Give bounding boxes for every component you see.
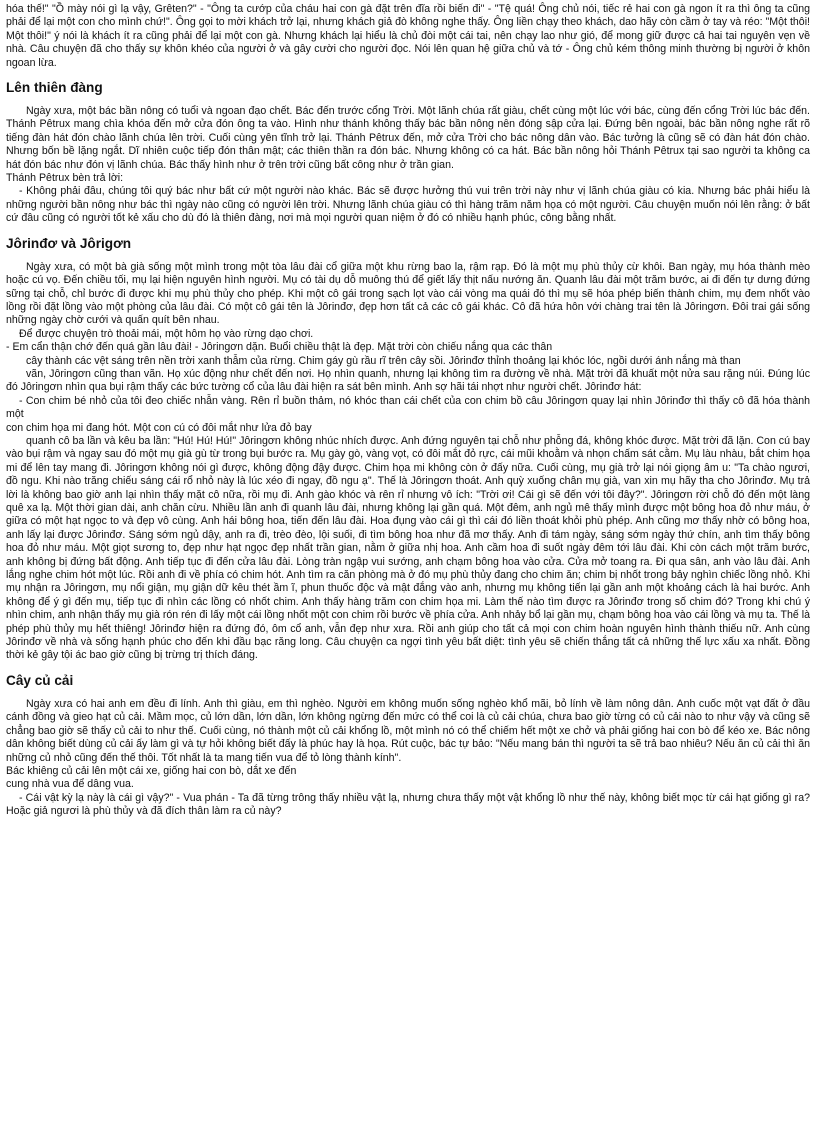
paragraph: - Cái vật kỳ lạ này là cái gì vậy?" - Vua phán - Ta đã từng trông thấy nhiều vật lạ, nhưng chưa thấy một vật khổng lồ như thế này, không biết mọc từ cái hạt giống gì ra? Hoặc giả ngươi là phù thủy và đã đích thân làm ra củ này? bbox=[6, 791, 810, 818]
paragraph: - Không phải đâu, chúng tôi quý bác như bất cứ một người nào khác. Bác sẽ được hưởng thú vui trên trời này như vị lãnh chúa giàu có kia. Nhưng bác phải hiểu là những người bần nông như bác thì ngày nào cũng có người lên trời. Nhưng lãnh chúa giàu có thì hàng trăm năm họa có một người. Câu chuyện muốn nói lên rằng: ở bất cứ đâu cũng có người tốt kẻ xấu cho dù đó là thiên đàng, nơi mà mọi người quan niệm ở đó có nhiều hạnh phúc, công bằng nhất. bbox=[6, 185, 810, 225]
paragraph: Thánh Pêtrux bèn trả lời: bbox=[6, 172, 124, 185]
section-title: Jôrinđơ và Jôrigơn bbox=[6, 235, 132, 251]
paragraph: cây thành các vệt sáng trên nền trời xanh thẫm của rừng. Chim gáy gù rầu rĩ trên cây sồi. Jôrinđơ thỉnh thoảng lại khóc lóc, ngồi dưới ánh nắng mà than bbox=[26, 354, 741, 367]
paragraph: Ngày xưa, một bác bần nông có tuổi và ngoan đạo chết. Bác đến trước cổng Trời. Một lãnh chúa rất giàu, chết cùng một lúc với bác, cùng đến cổng Trời lúc bác đến. Thánh Pêtrux mang chìa khóa đến mở cửa đón ông ta vào. Hình như thánh không thấy bác bần nông nên đóng sập cửa lại. Đứng bên ngoài, bác bần nông nghe rất rõ tiếng đàn hát đón chào lãnh chúa lên trời. Cuối cùng yên tĩnh trở lại. Thánh Pêtrux đến, mở cửa Trời cho bác nông dân vào. Bác tưởng là cũng sẽ có đàn hát đón chào. Nhưng bốn bề lặng ngắt. Dĩ nhiên cuộc tiếp đón thân mật; các thiên thần ra đón bác. Nhưng không có ca hát. Bác bần nông hỏi Thánh Pêtrux tại sao người ta không ca hát đón bác như đón vị lãnh chúa. Bác thấy hình như ở trên trời cũng bất công như ở trần gian. bbox=[6, 105, 810, 171]
intro-paragraph: hóa thế!" "Ồ mày nói gì lạ vậy, Grêten?" - "Ông ta cướp của cháu hai con gà đặt trên đĩa rồi biến đi" - "Tệ quá! Ông chủ nói, tiếc rẻ hai con gà ngon ít ra thì ông ta cũng phải để lại một con cho mình chứ!". Ông gọi to mời khách trở lại, nhưng khách giả đò không nghe thấy. Ông liền chạy theo khách, dao hãy còn cầm ở tay và réo: "Một thôi! Một thôi!" ý nói là khách ít ra cũng phải để lại một con gà. Nhưng khách lại hiểu là chủ đòi một cái tai, nên chạy lao như gió, để mong giữ được cả hai tai nguyên vẹn về nhà. Câu chuyện đã cho thấy sự khôn khéo của người ở và gây cười cho người đọc. Nói lên quan hệ giữa chủ và tớ - Ông chủ kém thông minh thường bị người ở khôn ngoan lừa. bbox=[6, 3, 810, 69]
story-len-thien-dang bbox=[6, 80, 810, 226]
paragraph: vãn, Jôringơn cũng than vãn. Họ xúc động như chết đến nơi. Họ nhìn quanh, nhưng lại không tìm ra đường về nhà. Mặt trời đã khuất một nửa sau rặng núi. Đúng lúc đó Jôringơn nhìn qua bụi rậm thấy các bức tường cổ của lâu đài hiện ra sát bên mình. Anh sợ hãi tái nhợt như người chết. Jôrinđơ hát: bbox=[6, 367, 810, 394]
paragraph: - Em cẩn thận chớ đến quá gần lâu đài! - Jôringơn dặn. Buổi chiều thật là đẹp. Mặt trời còn chiếu nắng qua các thân bbox=[6, 341, 553, 354]
paragraph: con chim họa mi đang hót. Một con cú có đôi mắt như lửa đỏ bay bbox=[6, 421, 312, 434]
intro-section bbox=[6, 3, 810, 70]
section-title: Lên thiên đàng bbox=[6, 80, 103, 96]
paragraph: Ngày xưa có hai anh em đều đi lính. Anh thì giàu, em thì nghèo. Người em không muốn sống nghèo khổ mãi, bỏ lính về làm nông dân. Anh cuốc một vạt đất ở đầu cánh đồng và gieo hạt củ cải. Mầm mọc, củ lớn dần, lớn dần, lớn không ngừng đến mức có thể coi là củ cải chúa, chưa bao giờ từng có củ cải nào to như vậy và cũng sẽ chẳng bao giờ sẽ thấy củ cải to như thế. Cuối cùng, nó thành một củ cải khổng lồ, một mình nó có thể chiếm hết một xe chở và phải giống hai con bò để kéo xe. Bác nông dân không biết dùng củ cải ấy làm gì và tự hỏi không biết đấy là phúc hay là họa. Rút cuộc, bác tự bảo: "Nếu mang bán thì người ta sẽ trả bao nhiêu? Nếu ăn củ cải thì ăn những củ nhỏ cũng đến thế thôi. Tốt nhất là ta mang tiến vua để tỏ lòng thành kính". bbox=[6, 697, 810, 764]
paragraph: Ngày xưa, có một bà già sống một mình trong một tòa lâu đài cổ giữa một khu rừng bao la, rậm rạp. Đó là một mụ phù thủy cừ khôi. Ban ngày, mụ hóa thành mèo hoặc cú vọ. Đến chiều tối, mụ lại hiện nguyên hình người. Mụ có tài dụ dỗ muông thú để giết lấy thịt nấu nướng ăn. Quanh lâu đài một trăm bước, ai đi đến tự dưng đứng sững tại chỗ, chỉ bước đi được khi mụ phù thủy cho phép. Khi một cô gái trong sạch lọt vào cái vòng ma quái đó thì mụ sẽ hóa phép biến thành chim, mụ đem nhốt vào lồng rồi đặt lồng vào một phòng của lâu đài. Có một cô gái tên là Jôrinđơ, đẹp hơn tất cả các cô gái khác. Cô đã hứa hôn với chàng trai tên là Jôringơn. Đôi trai gái sống những ngày chờ cưới và quấn quít bên nhau. bbox=[6, 260, 810, 327]
paragraph: quanh cô ba lần và kêu ba lần: "Hú! Hú! Hú!" Jôringơn không nhúc nhích được. Anh đứng nguyên tại chỗ như phỗng đá, không khóc được. Mặt trời đã lặn. Con cú bay vào bụi rậm và ngay sau đó một mụ già gù từ trong bụi bước ra. Mụ gày gò, vàng vọt, có đôi mắt đỏ rực, cái mũi khoằm và nhọn chấm sát cằm. Mụ làu nhàu, bắt chim họa mi để lên tay mang đi. Jôringơn không nói gì được, không động đậy được. Chim họa mi không còn ở đấy nữa. Cuối cùng, mụ già trở lại nói giọng âm u: "Ta chào ngươi, đồ ngu. Khi nào trăng chiếu sáng cái rổ nhỏ này là lúc xéo đi ngay, đồ ngu ạ". Thế là Jôringơn thoát. Anh quỳ xuống chân mụ già, van xin mụ hãy tha cho Jôrinđơ. Mụ trả lời là không bao giờ anh lại nhìn thấy mặt cô nữa, rồi mụ đi. Anh gào khóc và rên rỉ nhưng vô ích: "Trời ơi! Cái gì sẽ đến với tôi đây?". Jôringơn rời chỗ đó đến một làng quê xa lạ. Một thời gian dài, anh chăn cừu. Nhiều lần anh đi quanh lâu đài, nhưng không lại gần quá. Một đêm, anh ngủ mê thấy mình được một bông hoa đỏ như máu, ở giữa có một hạt ngọc to và đẹp vô cùng. Anh hái bông hoa, tiến đến lâu đài. Hoa đụng vào cái gì thì cái đó liền thoát khỏi phù phép. Anh cũng mơ thấy nhờ có bông hoa, anh lấy lại được Jôrinđơ. Sáng sớm ngủ dậy, anh ra đi, trèo đèo, lội suối, đi tìm bông hoa như đã mơ thấy. Anh đi tám ngày, sáng sớm ngày thứ chín, anh tìm thấy bông hoa đỏ như máu. Một giọt sương to, đẹp như hạt ngọc đẹp nhất trần gian, nằm ở giữa nhị hoa. Anh cầm hoa đi suốt ngày đêm tới lâu đài. Khi còn cách một trăm bước, anh không bị đứng bất động. Anh tiếp tục đi đến cửa lâu đài. Lòng tràn ngập vui sướng, anh chạm bông hoa vào cửa. Cửa mở toang ra. Đi qua sân, anh vào lâu đài. Anh lắng nghe chim hót một lúc. Rồi anh đi về phía có chim hót. Anh tìm ra căn phòng mà ở đó mụ phù thủy đang cho chim ăn; chim bị nhốt trong bảy nghìn chiếc lồng nhỏ. Khi mụ nhận ra Jôringơn, mụ nổi giận, mụ giận dữ kêu thét ầm ĩ, phun thuốc độc và mật đắng vào anh, nhưng mụ không tiến lại gần anh một khoảng cách là hai bước. Anh không để ý gì đến mụ, tiếp tục đi nhìn các lồng có nhốt chim. Anh thấy hàng trăm con chim họa mi. Làm thế nào tìm được ra Jôrinđơ trong số chim đó? Trong khi chú ý nhìn chim, anh nhận thấy mụ già rón rén đi lấy một cái lồng nhốt một con chim rồi bước về phía cửa. Anh nhảy bổ lại gần mụ, chạm bông hoa vào cái lồng và mụ ta. Thế là phép phù thủy mụ hết thiêng! Jôrinđơ hiện ra đứng đó, ôm cổ anh, vẫn đẹp như xưa. Rồi anh giúp cho tất cả mọi con chim hoàn nguyên hình thành thiếu nữ. Anh cùng Jôrinđơ về nhà và sống hạnh phúc cho đến khi đầu bạc răng long. Câu chuyện ca ngợi tình yêu bất diệt: tình yêu sẽ chiến thắng tất cả những thế lực xấu xa nhất. Đồng thời kẻ gây tội ác bao giờ cũng bị trừng trị thích đáng. bbox=[6, 434, 810, 662]
story-jorindo-jorigon bbox=[6, 236, 810, 663]
paragraph: Để được chuyện trò thoải mái, một hôm họ vào rừng dạo chơi. bbox=[19, 327, 314, 340]
paragraph: Bác khiêng củ cải lên một cái xe, giống hai con bò, dắt xe đến bbox=[6, 764, 297, 777]
paragraph: cung nhà vua để dâng vua. bbox=[6, 778, 134, 791]
section-title: Cây củ cải bbox=[6, 672, 74, 688]
story-cay-cu-cai bbox=[6, 673, 810, 819]
paragraph: - Con chim bé nhỏ của tôi đeo chiếc nhẫn vàng. Rên rỉ buồn thảm, nó khóc than cái chết của con chim bồ câu Jôringơn quay lại nhìn Jôrinđơ thì thấy cô đã hóa thành một bbox=[6, 394, 810, 421]
